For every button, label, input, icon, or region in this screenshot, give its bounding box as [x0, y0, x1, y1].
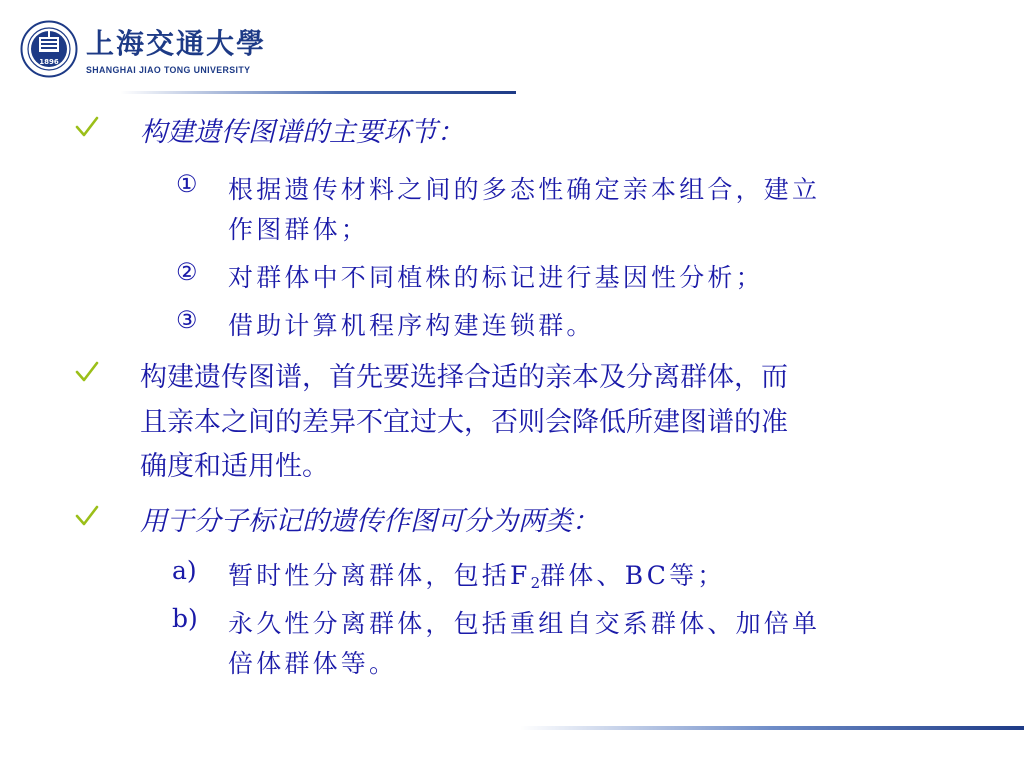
item-a-text-before: 暂时性分离群体，包括F — [228, 561, 531, 590]
university-name-en: SHANGHAI JIAO TONG UNIVERSITY — [86, 65, 251, 75]
item-b-line-1: 永久性分离群体，包括重组自交系群体、加倍单 — [228, 609, 821, 638]
university-seal-icon — [20, 20, 78, 78]
checkmark-icon — [74, 503, 100, 529]
bullet-3-heading: 用于分子标记的遗传作图可分为两类： — [140, 506, 599, 537]
item-3-marker: ③ — [176, 306, 198, 334]
header-divider — [120, 91, 516, 94]
bullet-2-line-2: 且亲本之间的差异不宜过大，否则会降低所建图谱的准 — [140, 407, 788, 438]
bullet-2-line-3: 确度和适用性。 — [140, 451, 329, 482]
item-b-marker: b) — [172, 604, 198, 633]
item-2-marker: ② — [176, 258, 198, 286]
item-b-line-2: 倍体群体等。 — [228, 649, 398, 678]
item-2-line-1: 对群体中不同植株的标记进行基因性分析； — [228, 263, 764, 292]
university-name-cn: 上海交通大學 — [86, 27, 267, 60]
item-a-text-after: 群体、BC等； — [540, 561, 726, 590]
item-1-line-2: 作图群体； — [228, 215, 370, 244]
item-a-marker: a) — [172, 556, 197, 585]
checkmark-icon — [74, 114, 100, 140]
university-logo — [20, 20, 267, 82]
bullet-1-heading: 构建遗传图谱的主要环节： — [140, 117, 464, 148]
item-a-line-1 — [228, 556, 725, 592]
checkmark-icon — [74, 359, 100, 385]
footer-divider — [520, 726, 1024, 730]
bullet-2-line-1: 构建遗传图谱，首先要选择合适的亲本及分离群体，而 — [140, 362, 788, 393]
item-3-line-1: 借助计算机程序构建连锁群。 — [228, 311, 595, 340]
item-1-line-1: 根据遗传材料之间的多态性确定亲本组合，建立 — [228, 175, 821, 204]
item-1-marker: ① — [176, 170, 198, 198]
seal-year: 1896 — [39, 58, 59, 66]
item-a-subscript: 2 — [530, 574, 541, 592]
